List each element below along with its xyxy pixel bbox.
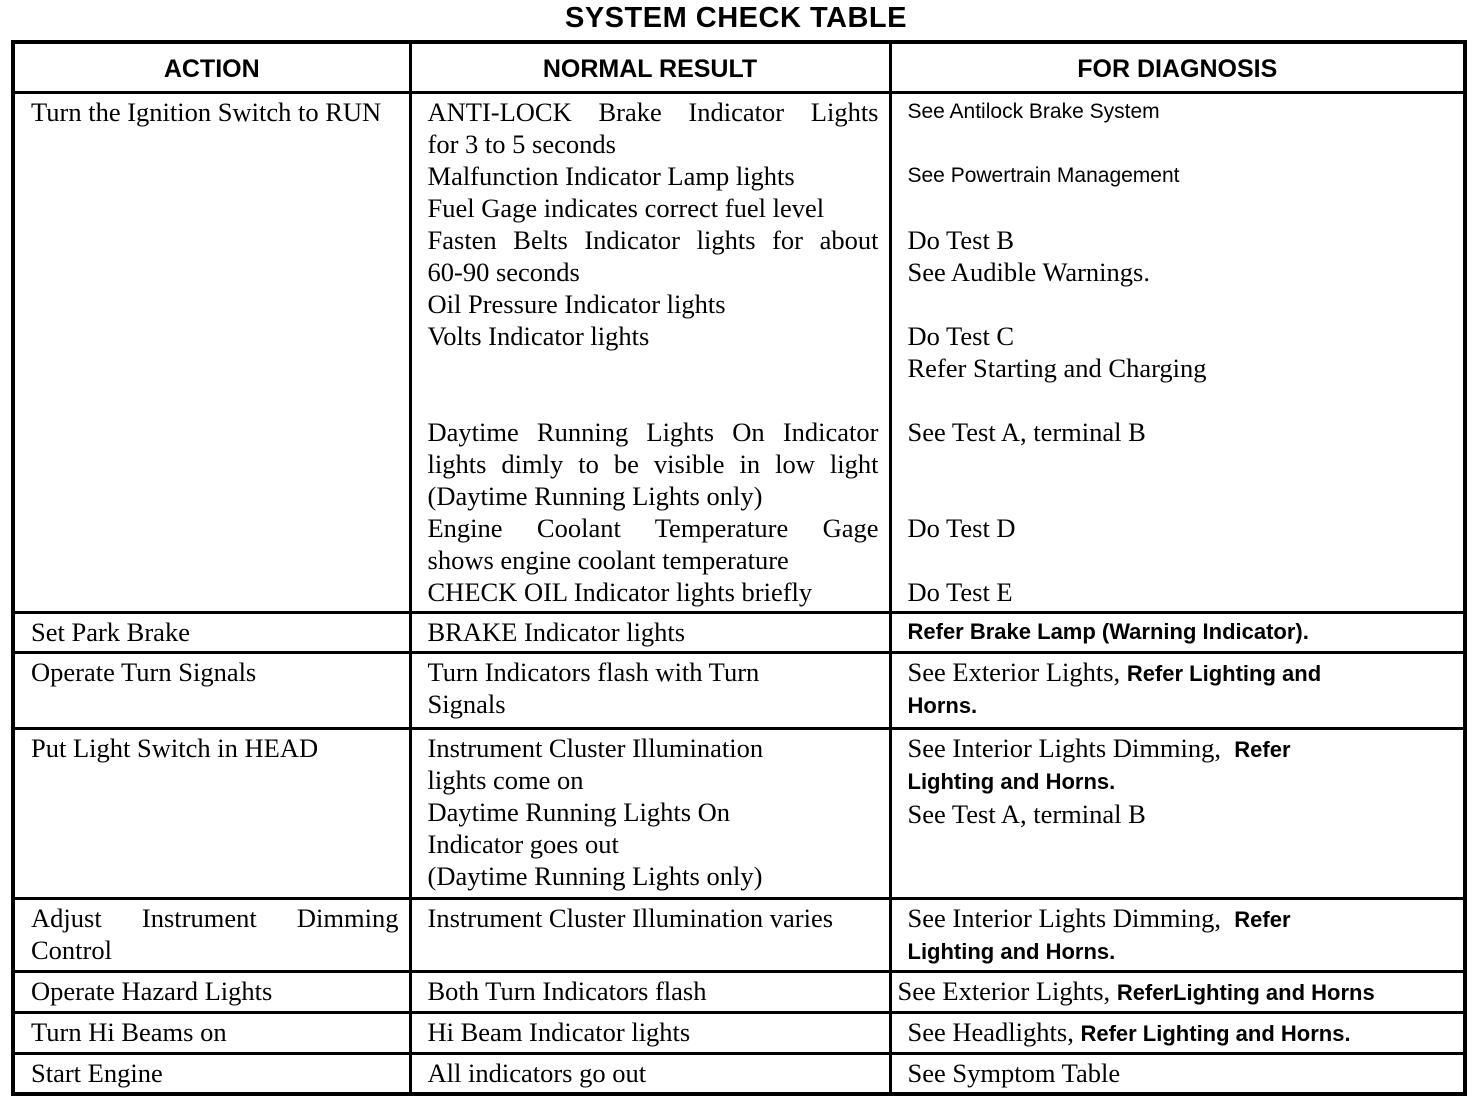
diagnosis-cell xyxy=(890,1013,1465,1054)
action-cell xyxy=(13,899,410,972)
table-row xyxy=(13,1054,1465,1094)
result-line: Daytime Running Lights On xyxy=(427,797,731,827)
diagnosis-line: Refer Brake Lamp (Warning Indicator). xyxy=(907,619,1309,644)
diagnosis-line: See Symptom Table xyxy=(907,1058,1121,1088)
result-cell xyxy=(410,93,890,613)
diagnosis-see: See Headlights, xyxy=(907,1017,1074,1047)
diagnosis-line: Lighting and Horns. xyxy=(907,769,1116,794)
diagnosis-line: See Audible Warnings. xyxy=(907,257,1150,287)
action-cell xyxy=(13,729,410,899)
diagnosis-see: See Interior Lights Dimming, xyxy=(907,903,1222,933)
action-text: Operate Hazard Lights xyxy=(31,976,273,1006)
result-line: Fasten Belts Indicator lights for about xyxy=(427,225,879,255)
action-text: Put Light Switch in HEAD xyxy=(31,733,319,763)
table-row xyxy=(13,1013,1465,1054)
action-text: Start Engine xyxy=(31,1058,163,1088)
header-normal-result: NORMAL RESULT xyxy=(410,42,890,93)
diagnosis-cell xyxy=(890,1054,1465,1094)
action-text: Operate Turn Signals xyxy=(31,657,257,687)
table-row xyxy=(13,93,1465,613)
diagnosis-line xyxy=(908,656,1454,690)
result-line: All indicators go out xyxy=(427,1058,647,1088)
result-line: Turn Indicators flash with Turn xyxy=(427,657,760,687)
diagnosis-line: Do Test D xyxy=(907,513,1016,543)
result-line: lights dimly to be visible in low light xyxy=(427,449,879,479)
diagnosis-cell xyxy=(890,899,1465,972)
diagnosis-line xyxy=(908,732,1454,766)
result-line: 60-90 seconds xyxy=(427,257,580,287)
result-line: Indicator goes out xyxy=(427,829,619,859)
diagnosis-line: Horns. xyxy=(907,693,978,718)
diagnosis-line: Do Test C xyxy=(907,321,1015,351)
result-line: Signals xyxy=(427,689,506,719)
diagnosis-line: See Test A, terminal B xyxy=(907,417,1146,447)
action-cell xyxy=(13,613,410,653)
diagnosis-line: See Antilock Brake System xyxy=(907,100,1160,123)
table-row xyxy=(13,972,1465,1013)
result-line: shows engine coolant temperature xyxy=(427,545,789,575)
table-row xyxy=(13,613,1465,653)
result-cell xyxy=(410,1013,890,1054)
header-action: ACTION xyxy=(13,42,410,93)
diagnosis-cell xyxy=(890,972,1465,1013)
diagnosis-see: See Exterior Lights, xyxy=(907,657,1121,687)
diagnosis-see: See Exterior Lights, xyxy=(897,976,1111,1006)
result-cell xyxy=(410,899,890,972)
diagnosis-refer: Refer Lighting and Horns. xyxy=(1080,1021,1351,1046)
result-line: Both Turn Indicators flash xyxy=(427,976,707,1006)
diagnosis-see: See Interior Lights Dimming, xyxy=(907,733,1222,763)
diagnosis-line xyxy=(898,975,1454,1009)
result-line: Oil Pressure Indicator lights xyxy=(427,289,726,319)
action-text: Turn Hi Beams on xyxy=(31,1017,227,1047)
action-text: Set Park Brake xyxy=(31,617,190,647)
diagnosis-line: Refer Starting and Charging xyxy=(907,353,1207,383)
result-line: Instrument Cluster Illumination xyxy=(427,733,764,763)
result-line: lights come on xyxy=(427,765,584,795)
header-row xyxy=(13,42,1465,93)
diagnosis-cell xyxy=(890,653,1465,729)
result-line: Hi Beam Indicator lights xyxy=(427,1017,691,1047)
system-check-table xyxy=(11,40,1467,1096)
table-row xyxy=(13,653,1465,729)
table-row xyxy=(13,729,1465,899)
action-cell xyxy=(13,1054,410,1094)
result-line: Daytime Running Lights On Indicator xyxy=(427,417,879,447)
result-line: for 3 to 5 seconds xyxy=(427,129,616,159)
diagnosis-cell xyxy=(890,93,1465,613)
diagnosis-refer: Refer xyxy=(1234,907,1291,932)
page-title: SYSTEM CHECK TABLE xyxy=(565,2,907,34)
diagnosis-refer: Refer xyxy=(1234,737,1291,762)
table-row xyxy=(13,899,1465,972)
diagnosis-line: See Powertrain Management xyxy=(907,164,1180,187)
header-for-diagnosis: FOR DIAGNOSIS xyxy=(890,42,1465,93)
result-line: Volts Indicator lights xyxy=(427,321,650,351)
result-cell xyxy=(410,972,890,1013)
diagnosis-cell xyxy=(890,613,1465,653)
diagnosis-line: See Test A, terminal B xyxy=(907,799,1146,829)
action-cell xyxy=(13,653,410,729)
result-cell xyxy=(410,1054,890,1094)
result-cell xyxy=(410,653,890,729)
diagnosis-cell xyxy=(890,729,1465,899)
action-cell xyxy=(13,1013,410,1054)
action-cell xyxy=(13,972,410,1013)
diagnosis-line: Do Test E xyxy=(907,577,1013,607)
result-line: Fuel Gage indicates correct fuel level xyxy=(427,193,825,223)
result-line: BRAKE Indicator lights xyxy=(427,617,686,647)
result-line: ANTI-LOCK Brake Indicator Lights xyxy=(427,97,879,127)
diagnosis-line: Lighting and Horns. xyxy=(907,939,1116,964)
result-line: (Daytime Running Lights only) xyxy=(427,861,763,891)
result-line: Engine Coolant Temperature Gage xyxy=(427,513,879,543)
diagnosis-line: Do Test B xyxy=(907,225,1015,255)
diagnosis-line xyxy=(908,902,1454,936)
diagnosis-refer: Refer Lighting and xyxy=(1126,661,1322,686)
result-cell xyxy=(410,613,890,653)
diagnosis-line xyxy=(908,1016,1454,1050)
diagnosis-refer: ReferLighting and Horns xyxy=(1116,980,1375,1005)
result-line: Instrument Cluster Illumination varies xyxy=(427,903,834,933)
result-cell xyxy=(410,729,890,899)
action-cell xyxy=(13,93,410,613)
action-text: Turn the Ignition Switch to RUN xyxy=(31,97,382,127)
result-line: Malfunction Indicator Lamp lights xyxy=(427,161,795,191)
action-text: Adjust Instrument Dimming Control xyxy=(31,903,399,965)
result-line: (Daytime Running Lights only) xyxy=(427,481,763,511)
result-line: CHECK OIL Indicator lights briefly xyxy=(427,577,813,607)
